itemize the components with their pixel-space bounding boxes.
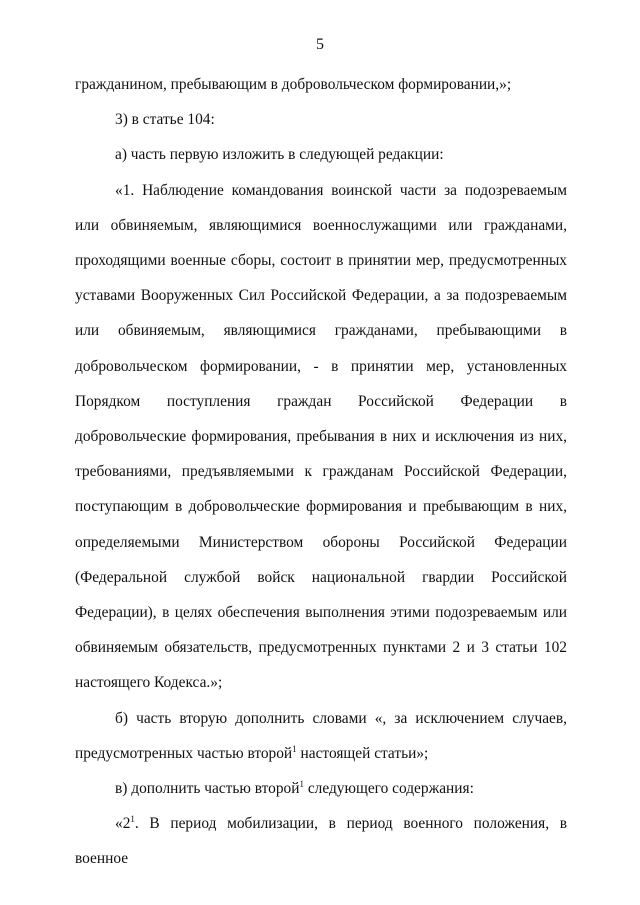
- paragraph-item-3: 3) в статье 104:: [115, 111, 215, 129]
- superscript-index: 1: [292, 743, 297, 754]
- superscript-index: 1: [299, 779, 304, 790]
- paragraph-item-a: а) часть первую изложить в следующей редакции:: [115, 146, 444, 164]
- paragraph-item-b: [75, 701, 567, 771]
- paragraph-part-2-1-text-start: «2: [115, 815, 131, 833]
- paragraph-item-b-text-start: б) часть вторую дополнить словами «, за исключением случаев, предусмотренных частью второй: [75, 709, 567, 762]
- paragraph-quoted-part-1: «1. Наблюдение командования воинской части за подозреваемым или обвиняемым, являющимися военнослужащими или гражданами, проходящими военные сборы, состоит в принятии мер, предусмотренных уставами Вооруженных Сил Российской Федерации, а за подозреваемым или обвиняемым, являющимися гражданами, пребывающими в добровольческом формировании, - в принятии мер, установленных Порядком поступления граждан Российской Федерации в добровольческие формирования, пребывания в них и исключения из них, требованиями, предъявляемыми к гражданам Российской Федерации, поступающим в добровольческие формирования и пребывающим в них, определяемыми Министерством обороны Российской Федерации (Федеральной службой войск национальной гвардии Российской Федерации), в целях обеспечения выполнения этими подозреваемым или обвиняемым обязательств, предусмотренных пунктами 2 и 3 статьи 102 настоящего Кодекса.»;: [75, 181, 567, 692]
- paragraph-quoted-part-2-1: [75, 806, 567, 876]
- paragraph-continuation: гражданином, пребывающим в добровольческом формировании,»;: [75, 76, 512, 93]
- paragraph-item-v: [75, 771, 567, 806]
- document-body: [75, 67, 567, 877]
- paragraph-item-v-text-start: в) дополнить частью второй: [115, 780, 300, 798]
- page-number: 5: [316, 36, 324, 53]
- superscript-index: 1: [130, 814, 135, 825]
- paragraph-item-v-text-end: следующего содержания:: [303, 780, 474, 798]
- paragraph-part-2-1-text-end: . В период мобилизации, в период военного положения, в военное: [75, 815, 567, 868]
- paragraph-item-b-text-end: настоящей статьи»;: [296, 744, 429, 762]
